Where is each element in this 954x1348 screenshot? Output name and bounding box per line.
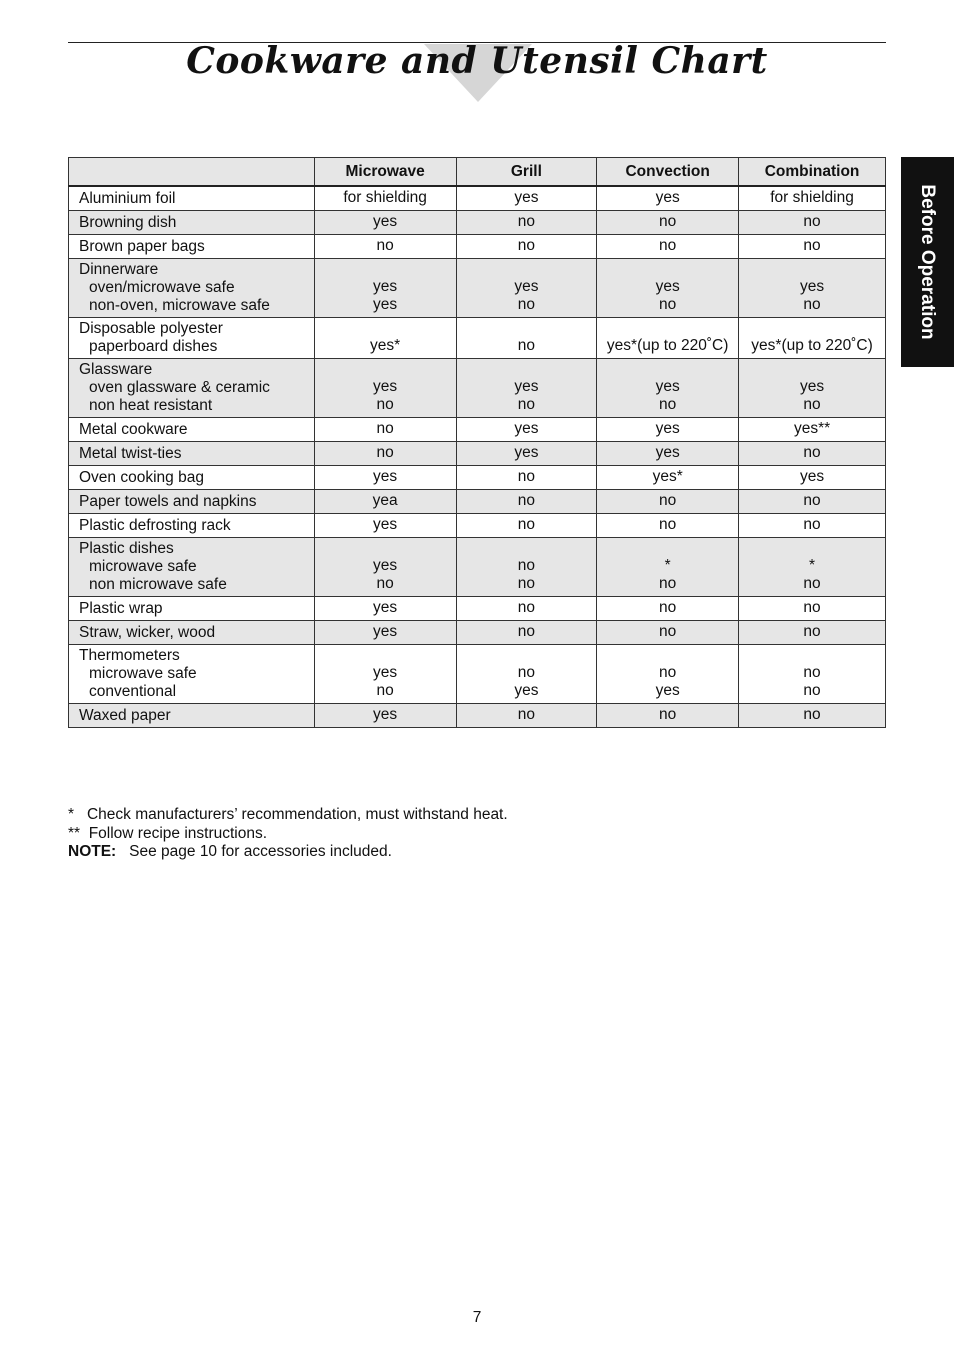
microwave-cell	[314, 514, 456, 538]
item-name: Metal twist-ties	[79, 444, 182, 462]
cell-value: no	[517, 575, 536, 592]
item-cell	[69, 466, 315, 490]
cell-value: no	[803, 444, 821, 461]
table-row	[69, 538, 886, 597]
item-cell	[69, 597, 315, 621]
table-row	[69, 318, 886, 359]
footnote	[68, 806, 508, 825]
cell-value: no	[803, 296, 821, 313]
item-name: Disposable polyester	[79, 320, 223, 337]
item-name: Waxed paper	[79, 706, 171, 724]
combination-cell	[739, 418, 886, 442]
item-name: Aluminium foil	[79, 189, 176, 207]
microwave-cell	[314, 259, 456, 318]
grill-cell	[456, 490, 597, 514]
combination-cell	[739, 538, 886, 597]
convection-cell	[597, 597, 739, 621]
table-row	[69, 466, 886, 490]
cell-value: no	[659, 492, 677, 509]
table-row	[69, 597, 886, 621]
item-name: Thermometers	[79, 647, 180, 664]
cell-value: yes	[514, 420, 539, 437]
cell-value: yes	[373, 557, 398, 574]
cell-value: yes	[799, 468, 825, 485]
cell-value: no	[803, 237, 821, 254]
item-subtype: oven glassware & ceramic	[89, 379, 270, 396]
cell-value: no	[376, 396, 394, 413]
cell-value: yes	[655, 189, 680, 206]
footnote-mark: **	[68, 824, 81, 842]
cell-value: *	[664, 557, 671, 574]
section-tab	[901, 157, 954, 367]
item-subtype: non heat resistant	[89, 397, 213, 414]
cell-value: no	[803, 623, 821, 640]
item-cell	[69, 442, 315, 466]
convection-cell	[597, 490, 739, 514]
cell-value: no	[803, 682, 821, 699]
page-number: 7	[472, 1309, 482, 1326]
cell-value: no	[517, 296, 536, 313]
microwave-cell	[314, 235, 456, 259]
table-row	[69, 359, 886, 418]
grill-cell	[456, 466, 597, 490]
cell-value: no	[517, 557, 536, 574]
item-name: Brown paper bags	[79, 237, 205, 255]
table-row	[69, 235, 886, 259]
cell-value: no	[803, 575, 821, 592]
item-name: Plastic dishes	[79, 540, 174, 557]
grill-cell	[456, 442, 597, 466]
item-name: Oven cooking bag	[79, 468, 204, 486]
table-row	[69, 704, 886, 728]
cell-value: yes	[373, 468, 398, 485]
cell-value: yes	[373, 378, 398, 395]
item-cell	[69, 645, 315, 704]
convection-cell	[597, 442, 739, 466]
item-subtype: non microwave safe	[89, 576, 227, 593]
header-convection: Convection	[597, 158, 739, 187]
combination-cell	[739, 704, 886, 728]
convection-cell	[597, 259, 739, 318]
table-row	[69, 186, 886, 211]
cell-value: yes	[655, 420, 680, 437]
item-subtype: microwave safe	[89, 665, 197, 682]
cell-value: yes	[799, 278, 825, 295]
item-name: Plastic defrosting rack	[79, 516, 231, 534]
table-row	[69, 259, 886, 318]
convection-cell	[597, 418, 739, 442]
convection-cell	[597, 466, 739, 490]
grill-cell	[456, 597, 597, 621]
convection-cell	[597, 186, 739, 211]
cell-value: no	[376, 237, 394, 254]
combination-cell	[739, 186, 886, 211]
cell-value: no	[659, 396, 677, 413]
cell-value: no	[803, 213, 821, 230]
item-subtype: paperboard dishes	[89, 338, 218, 355]
cell-value: yes	[514, 378, 539, 395]
grill-cell	[456, 235, 597, 259]
item-cell	[69, 538, 315, 597]
microwave-cell	[314, 359, 456, 418]
cell-value: yes*(up to 220˚C)	[606, 337, 729, 354]
convection-cell	[597, 538, 739, 597]
cell-value: yes	[514, 444, 539, 461]
cell-value: no	[517, 706, 536, 723]
item-name: Browning dish	[79, 213, 177, 231]
cell-value: yes	[514, 682, 539, 699]
combination-cell	[739, 490, 886, 514]
table-row	[69, 490, 886, 514]
grill-cell	[456, 186, 597, 211]
cell-value: no	[517, 492, 536, 509]
grill-cell	[456, 418, 597, 442]
combination-cell	[739, 514, 886, 538]
convection-cell	[597, 211, 739, 235]
item-cell	[69, 259, 315, 318]
cell-value: yes*(up to 220˚C)	[751, 337, 873, 354]
cell-value: yes	[373, 213, 398, 230]
combination-cell	[739, 621, 886, 645]
item-subtype: oven/microwave safe	[89, 279, 235, 296]
item-cell	[69, 235, 315, 259]
cookware-chart-table	[68, 157, 886, 728]
cell-value: for shielding	[770, 189, 854, 206]
cell-value: yes	[514, 278, 539, 295]
item-subtype: non-oven, microwave safe	[89, 297, 270, 314]
cell-value: yes	[373, 278, 398, 295]
convection-cell	[597, 645, 739, 704]
table-row	[69, 418, 886, 442]
convection-cell	[597, 318, 739, 359]
cell-value: no	[659, 516, 677, 533]
grill-cell	[456, 259, 597, 318]
item-cell	[69, 621, 315, 645]
cell-value: yes	[373, 664, 398, 681]
cell-value: no	[517, 599, 536, 616]
header-grill: Grill	[456, 158, 597, 187]
cell-value: yes	[655, 444, 680, 461]
cell-value: no	[803, 492, 821, 509]
cell-value: yes	[655, 682, 680, 699]
cell-value: no	[803, 706, 821, 723]
grill-cell	[456, 704, 597, 728]
cell-value: no	[517, 516, 536, 533]
cell-value: no	[517, 468, 536, 485]
cell-value: yes	[655, 378, 680, 395]
cell-value: yes	[655, 278, 680, 295]
header-item	[69, 158, 315, 187]
cell-value: yes	[373, 516, 398, 533]
cell-value: yes	[373, 706, 398, 723]
microwave-cell	[314, 318, 456, 359]
cell-value: no	[376, 420, 394, 437]
table-row	[69, 211, 886, 235]
combination-cell	[739, 645, 886, 704]
microwave-cell	[314, 186, 456, 211]
item-name: Glassware	[79, 361, 153, 378]
item-name: Metal cookware	[79, 420, 188, 438]
cell-value: no	[803, 516, 821, 533]
item-cell	[69, 359, 315, 418]
cell-value: no	[517, 396, 536, 413]
combination-cell	[739, 597, 886, 621]
grill-cell	[456, 318, 597, 359]
footnote	[68, 825, 508, 844]
combination-cell	[739, 211, 886, 235]
cell-value: no	[376, 682, 394, 699]
microwave-cell	[314, 704, 456, 728]
note	[68, 843, 508, 862]
cell-value: yes	[373, 599, 398, 616]
grill-cell	[456, 645, 597, 704]
table-row	[69, 442, 886, 466]
item-cell	[69, 514, 315, 538]
combination-cell	[739, 235, 886, 259]
microwave-cell	[314, 490, 456, 514]
item-cell	[69, 704, 315, 728]
header-microwave: Microwave	[314, 158, 456, 187]
microwave-cell	[314, 211, 456, 235]
cell-value: no	[517, 237, 536, 254]
item-cell	[69, 490, 315, 514]
cell-value: yea	[372, 492, 398, 509]
cell-value: no	[659, 664, 677, 681]
item-cell	[69, 186, 315, 211]
cell-value: no	[659, 296, 677, 313]
cell-value: no	[803, 664, 821, 681]
footnote-text: Follow recipe instructions.	[88, 824, 268, 842]
table-row	[69, 514, 886, 538]
convection-cell	[597, 514, 739, 538]
table-row	[69, 621, 886, 645]
microwave-cell	[314, 442, 456, 466]
microwave-cell	[314, 466, 456, 490]
combination-cell	[739, 442, 886, 466]
microwave-cell	[314, 597, 456, 621]
grill-cell	[456, 359, 597, 418]
cell-value: no	[803, 396, 821, 413]
cell-value: no	[659, 213, 677, 230]
convection-cell	[597, 704, 739, 728]
cell-value: no	[517, 337, 536, 354]
item-name: Plastic wrap	[79, 599, 163, 617]
cell-value: for shielding	[343, 189, 427, 206]
cell-value: no	[659, 599, 677, 616]
item-name: Straw, wicker, wood	[79, 623, 216, 641]
table-body	[69, 186, 886, 728]
microwave-cell	[314, 645, 456, 704]
cell-value: yes*	[370, 337, 401, 354]
cell-value: no	[376, 444, 394, 461]
cell-value: no	[659, 706, 677, 723]
cell-value: no	[803, 599, 821, 616]
cell-value: no	[659, 623, 677, 640]
note-text: See page 10 for accessories included.	[129, 843, 392, 860]
grill-cell	[456, 621, 597, 645]
combination-cell	[739, 259, 886, 318]
footnote-mark: *	[68, 806, 75, 823]
cell-value: yes*	[652, 468, 683, 485]
cell-value: *	[809, 557, 816, 574]
cell-value: no	[659, 237, 677, 254]
cell-value: no	[659, 575, 677, 592]
cell-value: no	[376, 575, 394, 592]
footnotes	[68, 806, 508, 862]
combination-cell	[739, 359, 886, 418]
convection-cell	[597, 359, 739, 418]
item-subtype: conventional	[89, 683, 177, 700]
item-cell	[69, 211, 315, 235]
table-header	[69, 158, 886, 187]
cell-value: no	[517, 213, 536, 230]
cell-value: no	[517, 623, 536, 640]
footnote-text: Check manufacturers’ recommendation, must withstand heat.	[86, 806, 508, 823]
convection-cell	[597, 235, 739, 259]
combination-cell	[739, 466, 886, 490]
microwave-cell	[314, 538, 456, 597]
grill-cell	[456, 538, 597, 597]
item-cell	[69, 418, 315, 442]
microwave-cell	[314, 418, 456, 442]
item-subtype: microwave safe	[89, 558, 197, 575]
cell-value: yes**	[793, 420, 831, 437]
cell-value: yes	[799, 378, 825, 395]
microwave-cell	[314, 621, 456, 645]
section-tab-label: Before Operation	[917, 184, 938, 340]
cell-value: no	[517, 664, 536, 681]
cell-value: yes	[373, 623, 398, 640]
grill-cell	[456, 211, 597, 235]
item-cell	[69, 318, 315, 359]
item-name: Dinnerware	[79, 261, 159, 278]
cell-value: yes	[373, 296, 398, 313]
header-combination: Combination	[739, 158, 886, 187]
combination-cell	[739, 318, 886, 359]
cell-value: yes	[514, 189, 539, 206]
table-row	[69, 645, 886, 704]
header-row	[69, 158, 886, 187]
note-label: NOTE:	[68, 843, 117, 860]
item-name: Paper towels and napkins	[79, 492, 257, 510]
convection-cell	[597, 621, 739, 645]
grill-cell	[456, 514, 597, 538]
page-title: Cookware and Utensil Chart	[186, 40, 768, 82]
